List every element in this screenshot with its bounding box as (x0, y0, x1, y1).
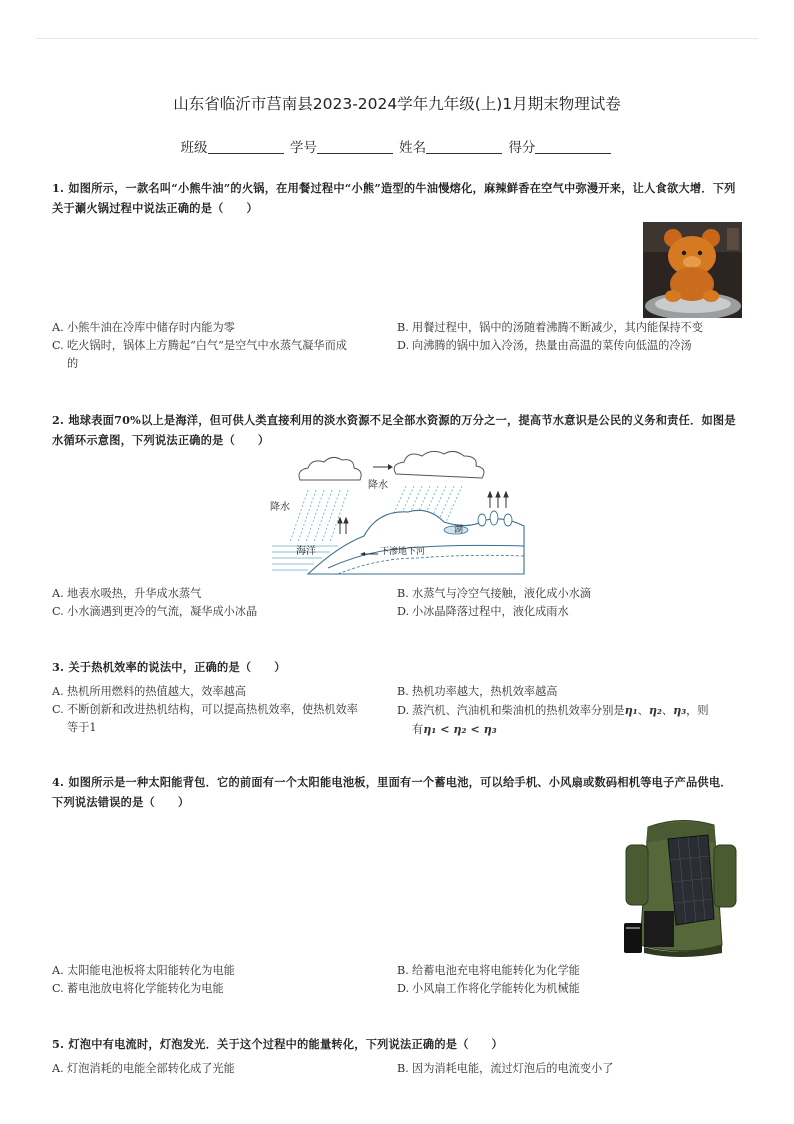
option-text: 小风扇工作将化学能转化为机械能 (412, 982, 580, 995)
question-3-option-a[interactable] (52, 683, 388, 701)
option-text: 用餐过程中，锅中的汤随着沸腾不断减少，其内能保持不变 (412, 321, 703, 334)
question-4-option-c[interactable] (52, 980, 388, 998)
option-letter: B. (397, 1062, 409, 1075)
option-text: 蒸汽机、汽油机和柴油机的热机效率分别是 (412, 704, 625, 717)
option-letter: A. (52, 964, 64, 977)
eta-1: η₁ (624, 703, 638, 717)
option-text: 灯泡消耗的电能全部转化成了光能 (67, 1062, 235, 1075)
label-rain-right: 降水 (368, 480, 388, 491)
question-2-option-d[interactable] (397, 603, 733, 621)
option-text: 给蓄电池充电将电能转化为化学能 (412, 964, 580, 977)
question-1-stem: 1. 如图所示，一款名叫“小熊牛油”的火锅，在用餐过程中“小熊”造型的牛油慢熔化，麻辣鲜香在空气中弥漫开来，让人食欲大增．下列关于涮火锅过程中说法正确的是（ ） (52, 181, 736, 215)
label-ocean: 海洋 (296, 546, 316, 557)
separator: 、 (637, 704, 649, 717)
question-3-option-c[interactable] (52, 701, 388, 737)
question-4-option-b[interactable] (397, 962, 733, 980)
label-rain-left: 降水 (270, 502, 290, 513)
class-blank[interactable] (208, 141, 284, 154)
question-3-option-d[interactable] (397, 701, 742, 739)
option-text: 热机所用燃料的热值越大，效率越高 (67, 685, 247, 698)
rain-left (290, 490, 348, 542)
option-text: 水蒸气与冷空气接触，液化成小水滴 (412, 587, 592, 600)
option-text-tail: ，则 (686, 704, 709, 717)
question-1-option-d[interactable] (397, 337, 742, 355)
question-2-stem: 2. 地球表面70%以上是海洋，但可供人类直接利用的淡水资源不足全部水资源的万分之一，提高节水意识是公民的义务和责任．如图是水循环示意图，下列说法正确的是（ ） (52, 413, 736, 447)
separator: 、 (661, 704, 674, 717)
question-2-option-c[interactable] (52, 603, 388, 621)
option-letter: A. (52, 1062, 64, 1075)
question-1-option-c[interactable] (52, 337, 388, 373)
option-text: 因为消耗电能，流过灯泡后的电流变小了 (412, 1062, 614, 1075)
option-letter: D. (397, 704, 410, 717)
option-letter: A. (52, 587, 64, 600)
question-5-stem: 5. 灯泡中有电流时，灯泡发光．关于这个过程中的能量转化，下列说法正确的是（ ） (52, 1037, 503, 1051)
score-blank[interactable] (535, 141, 611, 154)
question-2-option-a[interactable] (52, 585, 388, 603)
page-title: 山东省临沂市莒南县2023-2024学年九年级(上)1月期末物理试卷 (173, 95, 621, 113)
option-text: 热机功率越大，热机效率越高 (412, 685, 558, 698)
solar-backpack-image (618, 815, 742, 958)
efficiency-inequality: η₁ < η₂ < η₃ (423, 722, 497, 736)
eta-2: η₂ (648, 703, 662, 717)
option-text: 小熊牛油在冷库中储存时内能为零 (67, 321, 235, 334)
option-letter: A. (52, 685, 64, 698)
question-1-option-a[interactable] (52, 319, 388, 337)
option-text-continuation (397, 720, 742, 739)
option-letter: C. (52, 703, 64, 716)
option-letter: A. (52, 321, 64, 334)
option-text: 不断创新和改进热机结构，可以提高热机效率，使热机效率 (67, 703, 358, 716)
name-blank[interactable] (426, 141, 502, 154)
continuation-prefix: 有 (412, 723, 424, 736)
option-letter: D. (397, 982, 410, 995)
option-letter: C. (52, 605, 64, 618)
option-letter: D. (397, 605, 410, 618)
option-letter: D. (397, 339, 410, 352)
score-label: 得分 (508, 140, 536, 156)
option-text: 蓄电池放电将化学能转化为电能 (67, 982, 224, 995)
cloud-left (299, 457, 361, 480)
name-label: 姓名 (399, 140, 427, 156)
option-letter: B. (397, 964, 409, 977)
question-3-option-b[interactable] (397, 683, 733, 701)
label-groundwater: 下渗地下河 (380, 547, 426, 557)
option-text-continuation: 的 (67, 357, 79, 370)
student-info-line (0, 136, 794, 156)
question-3-stem: 3. 关于热机效率的说法中，正确的是（ ） (52, 660, 286, 674)
option-letter: B. (397, 321, 409, 334)
option-letter: B. (397, 587, 409, 600)
option-letter: B. (397, 685, 409, 698)
label-lake: 湖 (454, 525, 464, 535)
option-text: 地表水吸热，升华成水蒸气 (67, 587, 202, 600)
cloud-right (394, 451, 484, 478)
class-label: 班级 (180, 140, 208, 156)
question-1-option-b[interactable] (397, 319, 742, 337)
question-4-stem: 4. 如图所示是一种太阳能背包．它的前面有一个太阳能电池板，里面有一个蓄电池，可以给手机、小风扇或数码相机等电子产品供电．下列说法错误的是（ ） (52, 775, 732, 809)
water-cycle-diagram (268, 450, 526, 576)
question-5-option-b[interactable] (397, 1060, 733, 1078)
student-id-blank[interactable] (317, 141, 393, 154)
hotpot-bear-image (643, 222, 742, 318)
question-4-option-d[interactable] (397, 980, 733, 998)
question-4-option-a[interactable] (52, 962, 388, 980)
header-divider (36, 38, 758, 39)
option-text: 太阳能电池板将太阳能转化为电能 (67, 964, 235, 977)
option-text: 向沸腾的锅中加入冷汤，热量由高温的菜传向低温的冷汤 (412, 339, 692, 352)
eta-3: η₃ (673, 703, 687, 717)
option-text: 吃火锅时，锅体上方腾起“白气”是空气中水蒸气凝华而成 (67, 339, 347, 352)
option-letter: C. (52, 982, 64, 995)
student-id-label: 学号 (289, 140, 317, 156)
question-2-option-b[interactable] (397, 585, 733, 603)
option-letter: C. (52, 339, 64, 352)
option-text: 小冰晶降落过程中，液化成雨水 (412, 605, 569, 618)
question-5-option-a[interactable] (52, 1060, 388, 1078)
option-text-continuation: 等于1 (67, 721, 97, 734)
option-text: 小水滴遇到更冷的气流，凝华成小冰晶 (67, 605, 258, 618)
